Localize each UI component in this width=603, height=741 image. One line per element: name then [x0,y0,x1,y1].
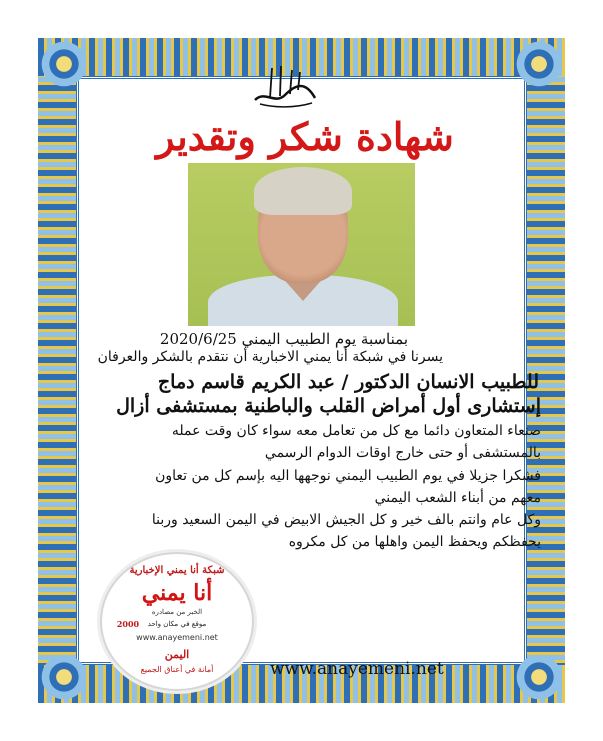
body-line: فشكرا جزيلا في يوم الطبيب اليمني نوجهها اليه بإسم كل من تعاون [155,468,541,484]
logo-tagline: الخبر من مصادره [151,608,203,616]
logo-motto: أمانة في أعناق الجميع [140,665,214,674]
photo-hair [254,167,352,215]
occasion-line: بمناسبة يوم الطبيب اليمني 2020/6/25 [159,330,408,348]
logo-url: www.anayemeni.net [136,633,218,642]
body-line: صنعاء المتعاون دائما مع كل من تعامل معه سواء كان وقت عمله [171,423,541,439]
title-line: إستشارى أول أمراض القلب والباطنية بمستشفى أزال [116,395,541,417]
intro-line: يسرنا في شبكة أنا يمني الاخبارية أن نتقدم بالشكر والعرفان [97,349,443,365]
website-url[interactable]: www.anayemeni.net [270,659,444,679]
logo-slogan: موقع في مكان واحد [147,620,207,628]
basmala-calligraphy [250,60,320,110]
doctor-photo [188,163,415,326]
logo-ring-text: شبكة أنا يمني الإخبارية [129,565,225,576]
body-line: معهم من أبناء الشعب اليمني [374,490,541,506]
logo-count: 2000 [116,619,140,629]
anayemeni-logo [100,552,254,691]
honoree-line: للطبيب الانسان الدكتور / عبد الكريم قاسم دماج [157,371,539,393]
body-line: يحفظكم ويحفظ اليمن واهلها من كل مكروه [288,534,541,550]
logo-country: اليمن [164,648,190,661]
body-line: بالمستشفى أو حتى خارج اوقات الدوام الرسمي [264,445,541,461]
body-line: وكل عام وانتم بالف خير و كل الجيش الابيض في اليمن السعيد وربنا [151,512,541,528]
certificate-heading: شهادة شكر وتقدير [156,114,454,159]
logo-brand: أنا يمني [141,580,213,606]
